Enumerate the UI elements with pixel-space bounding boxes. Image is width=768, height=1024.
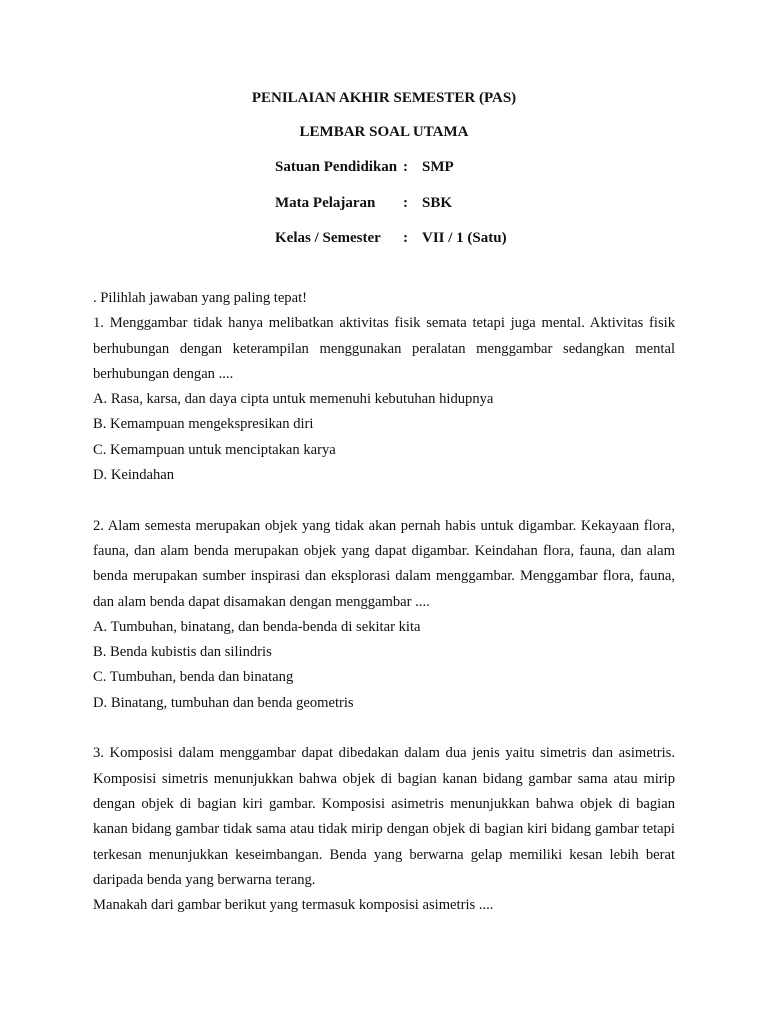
question-text: 1. Menggambar tidak hanya melibatkan aktivitas fisik semata tetapi juga mental. Aktivitas fisik berhubungan dengan keterampilan menggunakan peralatan menggambar sedangkan mental berhubungan dengan .... (93, 315, 675, 382)
question-followup: Manakah dari gambar berikut yang termasuk komposisi asimetris .... (93, 897, 494, 914)
option-a: A. Tumbuhan, binatang, dan benda-benda di sekitar kita (93, 618, 421, 635)
meta-label: Kelas / Semester (275, 230, 381, 246)
option-d: D. Keindahan (93, 467, 175, 484)
option-d: D. Binatang, tumbuhan dan benda geometris (93, 694, 354, 711)
meta-value: VII / 1 (Satu) (422, 230, 507, 246)
meta-colon: : (403, 230, 408, 246)
meta-label: Mata Pelajaran (275, 195, 376, 211)
meta-label: Satuan Pendidikan (275, 159, 398, 175)
option-b: B. Benda kubistis dan silindris (93, 644, 272, 661)
meta-value: SBK (422, 195, 453, 211)
instruction-text: . Pilihlah jawaban yang paling tepat! (93, 290, 307, 306)
spacer (93, 488, 675, 513)
question-1 (93, 311, 675, 488)
option-c: C. Tumbuhan, benda dan binatang (93, 669, 294, 686)
question-content (93, 286, 675, 918)
meta-colon: : (403, 195, 408, 211)
question-text: 3. Komposisi dalam menggambar dapat dibedakan dalam dua jenis yaitu simetris dan asimetris. Komposisi simetris menunjukkan bahwa objek di bagian kanan bidang gambar sama atau mirip dengan objek di bagian kiri gambar. Komposisi asimetris menunjukkan bahwa objek di bagian kanan bidang gambar tidak sama atau tidak mirip dengan objek di bagian kiri bidang gambar tetapi terkesan menunjukkan keseimbangan. Benda yang berwarna gelap memiliki kesan lebih berat daripada benda yang berwarna terang. (93, 745, 675, 888)
document-title: PENILAIAN AKHIR SEMESTER (PAS) (251, 90, 517, 106)
option-b: B. Kemampuan mengekspresikan diri (93, 416, 314, 433)
meta-colon: : (403, 159, 408, 175)
option-a: A. Rasa, karsa, dan daya cipta untuk memenuhi kebutuhan hidupnya (93, 391, 494, 408)
spacer (93, 716, 675, 741)
question-3 (93, 741, 675, 918)
document-subtitle: LEMBAR SOAL UTAMA (299, 124, 469, 140)
meta-value: SMP (422, 159, 454, 175)
question-2 (93, 514, 675, 716)
option-c: C. Kemampuan untuk menciptakan karya (93, 441, 336, 458)
question-text: 2. Alam semesta merupakan objek yang tidak akan pernah habis untuk digambar. Kekayaan flora, fauna, dan alam benda merupakan objek yang dapat digambar. Keindahan flora, fauna, dan alam benda merupakan sumber inspirasi dan eksplorasi dalam menggambar. Menggambar flora, fauna, dan alam benda dapat disamakan dengan menggambar .... (93, 517, 675, 610)
